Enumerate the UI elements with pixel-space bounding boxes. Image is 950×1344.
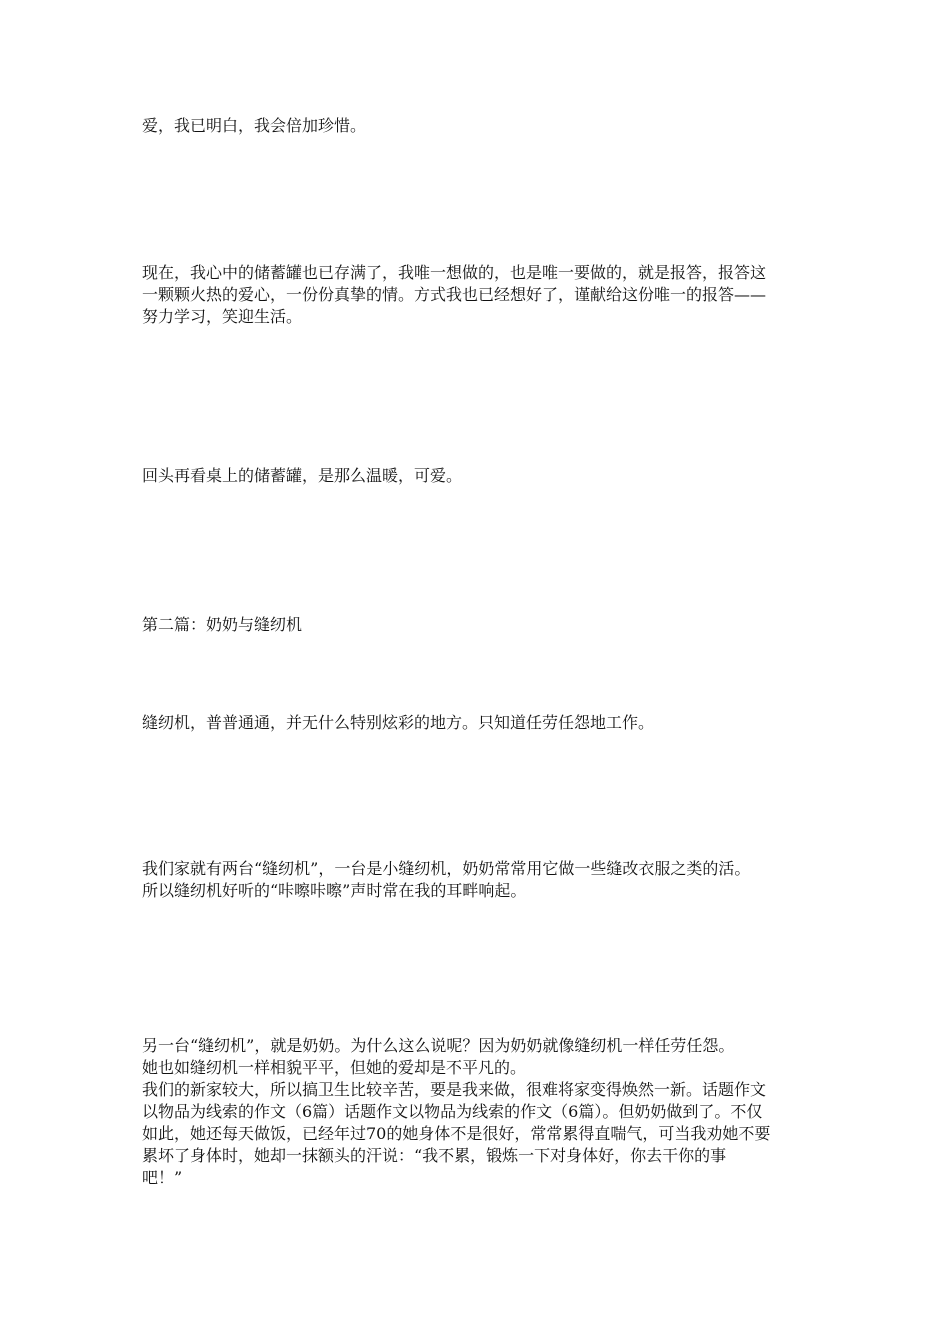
paragraph-sewing-machine-intro — [142, 712, 812, 734]
text-line: 累坏了身体时，她却一抹额头的汗说：“我不累，锻炼一下对身体好，你去干你的事 — [142, 1146, 727, 1165]
text-line: 我们的新家较大，所以搞卫生比较辛苦，要是我来做，很难将家变得焕然一新。话题作文 — [142, 1080, 767, 1099]
text-line: 我们家就有两台“缝纫机”，一台是小缝纫机，奶奶常常用它做一些缝改衣服之类的活。 — [142, 859, 751, 878]
text-line: 缝纫机，普普通通，并无什么特别炫彩的地方。只知道任劳任怨地工作。 — [142, 713, 655, 732]
text-line: 现在，我心中的储蓄罐也已存满了，我唯一想做的，也是唯一要做的，就是报答，报答这 — [142, 263, 767, 282]
text-line: 以物品为线索的作文（6篇）话题作文以物品为线索的作文（6篇）。但奶奶做到了。不仅 — [142, 1102, 763, 1121]
section-heading — [142, 614, 812, 636]
paragraph-cherish-love — [142, 115, 812, 137]
text-line: 回头再看桌上的储蓄罐，是那么温暖，可爱。 — [142, 466, 463, 485]
paragraph-grandma — [142, 1035, 812, 1189]
text-line: 第二篇：奶奶与缝纫机 — [142, 615, 303, 634]
text-line: 爱，我已明白，我会倍加珍惜。 — [142, 116, 367, 135]
text-line: 一颗颗火热的爱心，一份份真挚的情。方式我也已经想好了，谨献给这份唯一的报答—— — [142, 285, 767, 304]
text-line: 努力学习，笑迎生活。 — [142, 307, 303, 326]
text-line: 如此，她还每天做饭，已经年过70的她身体不是很好，常常累得直喘气，可当我劝她不要 — [142, 1124, 771, 1143]
text-line: 所以缝纫机好听的“咔嚓咔嚓”声时常在我的耳畔响起。 — [142, 881, 527, 900]
paragraph-piggy-bank — [142, 465, 812, 487]
paragraph-two-sewing-machines — [142, 858, 812, 902]
text-line: 她也如缝纫机一样相貌平平，但她的爱却是不平凡的。 — [142, 1058, 527, 1077]
text-line: 吧！” — [142, 1168, 183, 1187]
paragraph-repay-love — [142, 262, 812, 328]
text-line: 另一台“缝纫机”，就是奶奶。为什么这么说呢？因为奶奶就像缝纫机一样任劳任怨。 — [142, 1036, 735, 1055]
